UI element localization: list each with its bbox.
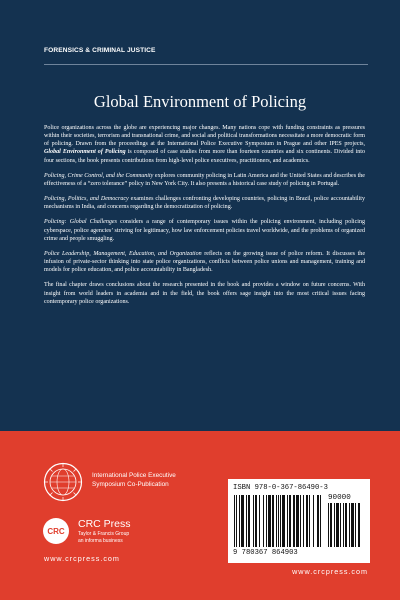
price-barcode-icon <box>328 503 362 547</box>
barcode-bar <box>334 503 335 547</box>
barcode-icon <box>234 495 322 547</box>
ipes-copublication: International Police Executive Symposium Co-Publication <box>92 472 176 488</box>
barcode-bar <box>246 495 247 547</box>
barcode-bar <box>253 495 254 547</box>
barcode-bar <box>234 495 235 547</box>
barcode-bar <box>351 503 354 547</box>
barcode-bar <box>317 495 319 547</box>
barcode-bar <box>248 495 250 547</box>
barcode-bar <box>306 495 308 547</box>
barcode-bar <box>328 503 329 547</box>
barcode-bar <box>349 503 350 547</box>
barcode-bar <box>241 495 244 547</box>
barcode-bar <box>280 495 281 547</box>
blurb <box>44 124 365 313</box>
barcode-bar <box>336 503 339 547</box>
blurb-paragraph-section-1: Policing, Crime Control, and the Community explores community policing in Latin America and the United States and describes the effectiveness of a “zero tolerance” policy in New York City. It also presents a historical case study of policing in Portugal. <box>44 172 365 187</box>
barcode-bar <box>309 495 310 547</box>
blurb-paragraph-section-2: Policing, Politics, and Democracy examines challenges confronting developing countries, policing in Brazil, police accountability mechanisms in India, and concerns regarding the democratization of policing. <box>44 196 365 211</box>
barcode-bar <box>255 495 257 547</box>
price-code: 90000 <box>328 494 351 502</box>
barcode-bar <box>340 503 341 547</box>
book-title: Global Environment of Policing <box>93 92 307 111</box>
barcode-bar <box>330 503 332 547</box>
barcode-bar <box>313 495 314 547</box>
barcode-bar <box>296 495 299 547</box>
barcode-bar <box>287 495 288 547</box>
crc-press-logo-icon <box>42 517 70 545</box>
blurb-paragraph-intro: Police organizations across the globe are experiencing major changes. Many nations cope with funding constraints as pressures within their societies, terrorism and transnational crime, and social and political transformations necessitate a more democratic form of policing. Drawn from the proceedings at the International Police Executive Symposium in Prague and other IPES projects, Global Environment of Policing is composed of case studies from more than fourteen countries and six continents. Divided into four sections, the book presents contributions from high-level police executives, practitioners, and academics. <box>44 125 365 164</box>
barcode-bar <box>303 495 304 547</box>
barcode-bar <box>358 503 360 547</box>
barcode-bar <box>293 495 295 547</box>
header-divider <box>44 64 368 65</box>
barcode-panel <box>228 479 370 563</box>
barcode-bar <box>276 495 277 547</box>
category-label: FORENSICS & CRIMINAL JUSTICE <box>44 47 156 54</box>
barcode-bar <box>282 495 285 547</box>
blurb-paragraph-section-3: Policing: Global Challenges considers a range of contemporary issues within the policing environment, including policing cyberspace, police agencies’ striving for legitimacy, how law enforcement policies travel worldwide, and the problems of organized crime and people smuggling. <box>44 219 366 242</box>
svg-text:CRC: CRC <box>47 527 65 536</box>
barcode-bar <box>272 495 274 547</box>
ipes-emblem-icon <box>43 462 83 502</box>
publisher-group: Taylor & Francis Group an informa business <box>78 531 130 544</box>
barcode-bar <box>343 503 344 547</box>
publisher-url: www.crcpress.com <box>44 554 120 563</box>
barcode-bar <box>289 495 291 547</box>
barcode-bar <box>263 495 264 547</box>
barcode-bar <box>278 495 279 547</box>
barcode-bar <box>266 495 267 547</box>
barcode-bar <box>236 495 237 547</box>
barcode-bar <box>320 495 321 547</box>
barcode-bar <box>345 503 347 547</box>
barcode-bar <box>259 495 260 547</box>
blurb-paragraph-conclusion: The final chapter draws conclusions about the research presented in the book and provides a window on future concerns. With insight from world leaders in academia and in the field, the book offers sage insight into the most critical issues facing contemporary police organizations. <box>44 282 365 305</box>
publisher-name: CRC Press <box>78 518 131 530</box>
barcode-bar <box>355 503 356 547</box>
isbn-text: ISBN 978-0-367-86490-3 <box>233 484 328 492</box>
barcode-bar <box>239 495 240 547</box>
barcode-bar <box>268 495 271 547</box>
book-title-inline: Global Environment of Policing <box>44 149 126 156</box>
barcode-number: 9 780367 864903 <box>233 549 298 557</box>
barcode-bar <box>300 495 301 547</box>
blurb-paragraph-section-4: Police Leadership, Management, Education, and Organization reflects on the growing issue of police reform. It discusses the infusion of private-sector thinking into state police organizations, conflicts between police unions and management, training and models for police education, and police accountability in Bangladesh. <box>44 250 365 274</box>
bottom-url: www.crcpress.com <box>292 567 368 576</box>
